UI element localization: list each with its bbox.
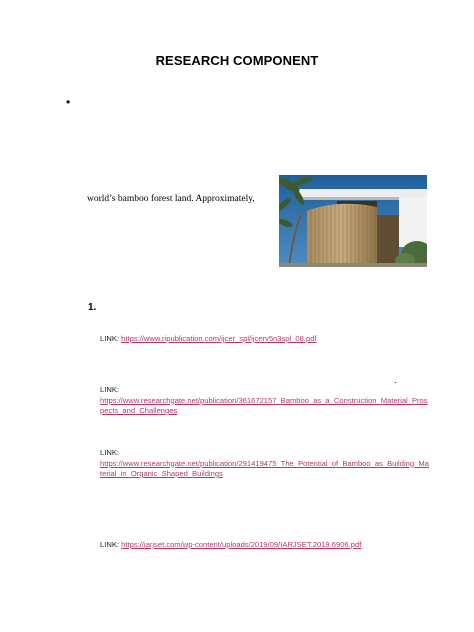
- stray-mark: .: [394, 375, 397, 385]
- link-item-4: [100, 540, 430, 551]
- link-item-3: [100, 448, 430, 480]
- list-number: 1.: [88, 302, 97, 313]
- link-item-2: [100, 385, 430, 417]
- intro-text: world’s bamboo forest land. Approximately,: [87, 194, 255, 204]
- photo-illustration: [279, 175, 427, 267]
- link-label: LINK:: [100, 448, 119, 457]
- link-item-1: [100, 334, 430, 345]
- link-url[interactable]: https://iarjset.com/wp-content/uploads/2019/09/IARJSET.2019.6906.pdf: [121, 540, 362, 549]
- link-label: LINK:: [100, 385, 119, 394]
- bullet-point: •: [66, 95, 71, 109]
- link-url[interactable]: https://www.ripublication.com/ijcer_spl/ijcerv5n3spl_08.pdf: [121, 334, 317, 343]
- link-url[interactable]: https://www.researchgate.net/publication/361672157_Bamboo_as_a_Construction_Material_Prospects_and_Challenges: [100, 395, 428, 415]
- link-label: LINK:: [100, 540, 119, 549]
- link-url[interactable]: https://www.researchgate.net/publication/291419475_The_Potential_of_Bamboo_as_Building_Material_in_Organic_Shaped_Buildings: [100, 458, 429, 478]
- bamboo-building-photo: [279, 175, 427, 267]
- page-title: RESEARCH COMPONENT: [155, 53, 319, 68]
- link-label: LINK:: [100, 334, 119, 343]
